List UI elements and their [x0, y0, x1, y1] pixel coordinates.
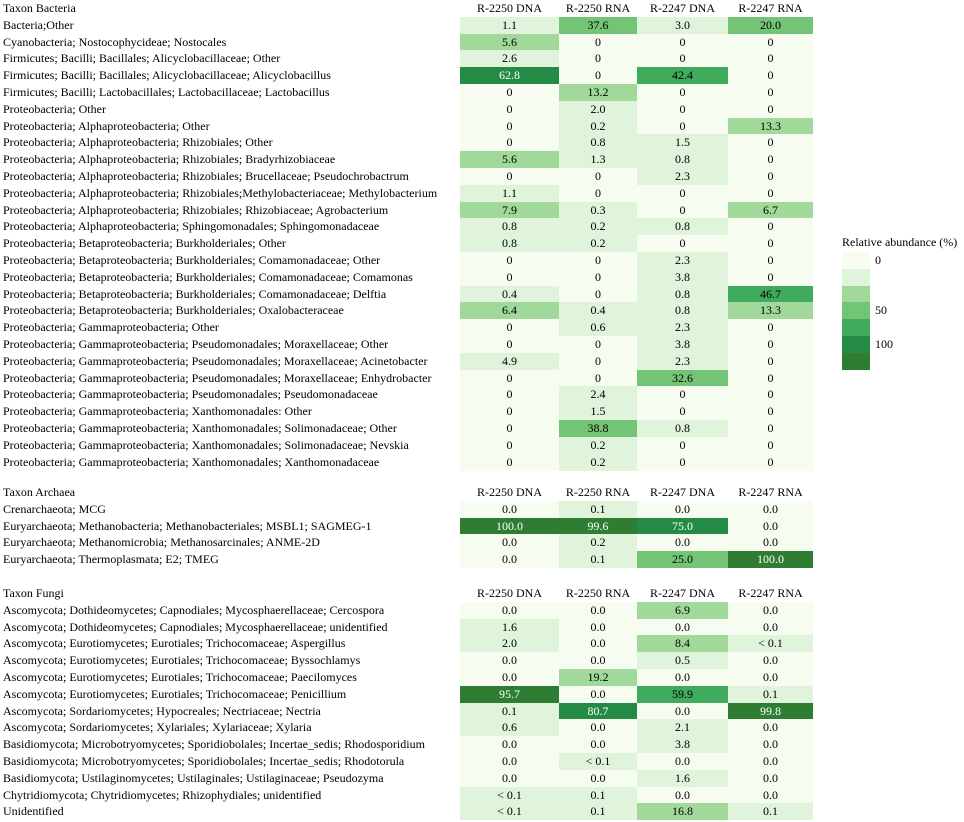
heatmap-cell: 1.5 [559, 403, 637, 420]
taxon-label: Proteobacteria; Alphaproteobacteria; Rhizobiales;Methylobacteriaceae; Methylobacterium [3, 185, 438, 200]
heatmap-cell: 0.6 [460, 719, 559, 736]
heatmap-cell: 0.8 [637, 218, 728, 235]
heatmap-cell: 0 [559, 370, 637, 387]
heatmap-cell: 7.9 [460, 202, 559, 219]
column-header: R-2250 RNA [565, 485, 631, 499]
heatmap-cell: 0 [728, 252, 813, 269]
taxon-label: Basidiomycota; Microbotryomycetes; Sporidiobolales; Incertae_sedis; Rhodotorula [3, 754, 405, 768]
heatmap-cell: 4.9 [460, 353, 559, 370]
heatmap-cell: 0 [460, 319, 559, 336]
heatmap-cell: 100.0 [460, 518, 559, 535]
taxon-label: Ascomycota; Eurotiomycetes; Eurotiales; Trichocomaceae; Paecilomyces [3, 670, 357, 684]
heatmap-cell: 0 [728, 370, 813, 387]
section-title: Taxon Fungi [3, 586, 64, 600]
section-title: Taxon Archaea [3, 485, 76, 499]
heatmap-cell: 0.4 [559, 302, 637, 319]
heatmap-cell: 0.0 [559, 736, 637, 753]
heatmap-cell: 0.0 [637, 669, 728, 686]
heatmap-cell: 0.1 [559, 803, 637, 820]
taxon-label: Chytridiomycota; Chytridiomycetes; Rhizophydiales; unidentified [3, 787, 322, 802]
taxon-label: Proteobacteria; Alphaproteobacteria; Rhizobiales; Other [3, 135, 273, 150]
heatmap-cell: 0 [559, 252, 637, 269]
taxon-label: Euryarchaeota; Methanobacteria; Methanobacteriales; MSBL1; SAGMEG-1 [3, 518, 372, 533]
heatmap-cell: 0.6 [559, 319, 637, 336]
heatmap-cell: 42.4 [637, 67, 728, 84]
heatmap-cell: 0 [728, 269, 813, 286]
heatmap-cell: 0 [728, 34, 813, 51]
heatmap-cell: 0 [728, 235, 813, 252]
heatmap-cell: 0 [728, 386, 813, 403]
heatmap-cell: 0 [728, 101, 813, 118]
heatmap-cell: 0 [728, 403, 813, 420]
heatmap-cell: 0 [637, 118, 728, 135]
heatmap-cell: 0 [460, 168, 559, 185]
heatmap-cell: < 0.1 [559, 753, 637, 770]
taxon-label: Proteobacteria; Gammaproteobacteria; Xanthomonadales; Xanthomonadaceae [3, 454, 380, 469]
legend-swatch [842, 286, 870, 303]
heatmap-cell: 0.0 [637, 619, 728, 636]
heatmap-cell: 3.0 [637, 17, 728, 34]
heatmap-cell: 0.1 [559, 501, 637, 518]
heatmap-cell: 0 [637, 84, 728, 101]
column-header: R-2247 DNA [650, 586, 715, 600]
taxon-label: Proteobacteria; Betaproteobacteria; Burkholderiales; Comamonadaceae; Delftia [3, 286, 387, 301]
heatmap-cell: 0.8 [637, 302, 728, 319]
heatmap-cell: 0 [460, 252, 559, 269]
heatmap-cell: 0.0 [728, 669, 813, 686]
heatmap-cell: 13.3 [728, 118, 813, 135]
heatmap-cell: 0.0 [460, 669, 559, 686]
heatmap-cell: 1.1 [460, 17, 559, 34]
heatmap-cell: 0 [559, 353, 637, 370]
heatmap-cell: 0.1 [559, 551, 637, 568]
heatmap-cell: 95.7 [460, 686, 559, 703]
heatmap-cell: 0 [460, 437, 559, 454]
heatmap-cell: 0 [728, 185, 813, 202]
heatmap-cell: 0.0 [637, 534, 728, 551]
heatmap-cell: 0 [460, 134, 559, 151]
taxon-label: Unidentified [3, 804, 64, 819]
heatmap-cell: 0 [460, 370, 559, 387]
taxon-label: Ascomycota; Sordariomycetes; Hypocreales; Nectriaceae; Nectria [3, 703, 321, 718]
heatmap-cell: 0 [637, 50, 728, 67]
taxon-label: Euryarchaeota; Thermoplasmata; E2; TMEG [3, 552, 219, 567]
heatmap-cell: 0.0 [637, 787, 728, 804]
legend-tick: 100 [875, 337, 893, 351]
taxon-label: Proteobacteria; Gammaproteobacteria; Pseudomonadales; Moraxellaceae; Acinetobacter [3, 353, 428, 368]
heatmap-cell: 0.0 [728, 602, 813, 619]
heatmap-cell: 0.0 [728, 753, 813, 770]
heatmap-cell: 0 [637, 34, 728, 51]
heatmap-cell: 0 [460, 118, 559, 135]
heatmap-cell: 0 [637, 386, 728, 403]
heatmap-cell: 0.8 [559, 134, 637, 151]
heatmap-cell: 2.3 [637, 168, 728, 185]
heatmap-cell: 0.1 [728, 686, 813, 703]
taxon-label: Firmicutes; Bacilli; Bacillales; Alicyclobacillaceae; Other [3, 51, 281, 66]
heatmap-cell: 0.0 [559, 770, 637, 787]
heatmap-cell: 2.4 [559, 386, 637, 403]
heatmap-cell: 0 [460, 84, 559, 101]
taxon-label: Proteobacteria; Gammaproteobacteria; Pseudomonadales; Moraxellaceae; Enhydrobacter [3, 370, 432, 385]
heatmap-cell: 0.0 [559, 652, 637, 669]
heatmap-cell: 0.0 [728, 501, 813, 518]
heatmap-cell: 59.9 [637, 686, 728, 703]
heatmap-cell: 0 [460, 420, 559, 437]
heatmap-cell: 0.0 [637, 501, 728, 518]
heatmap-cell: 0.0 [637, 753, 728, 770]
heatmap-cell: 0 [728, 420, 813, 437]
heatmap-cell: 0.8 [637, 420, 728, 437]
taxon-label: Ascomycota; Eurotiomycetes; Eurotiales; Trichocomaceae; Byssochlamys [3, 653, 361, 668]
heatmap-cell: 62.8 [460, 67, 559, 84]
taxon-label: Proteobacteria; Betaproteobacteria; Burkholderiales; Oxalobacteraceae [3, 303, 344, 318]
taxon-label: Bacteria;Other [3, 17, 74, 32]
heatmap-cell: 32.6 [637, 370, 728, 387]
legend-swatch [842, 336, 870, 353]
heatmap-cell: 0.2 [559, 118, 637, 135]
heatmap-cell: < 0.1 [460, 787, 559, 804]
taxon-label: Proteobacteria; Gammaproteobacteria; Other [3, 320, 219, 335]
heatmap-cell: 13.2 [559, 84, 637, 101]
taxon-label: Proteobacteria; Gammaproteobacteria; Xanthomonadales: Other [3, 404, 312, 419]
heatmap-cell: 2.0 [559, 101, 637, 118]
heatmap-cell: 0.0 [559, 602, 637, 619]
taxon-label: Ascomycota; Eurotiomycetes; Eurotiales; Trichocomaceae; Penicillium [3, 686, 347, 701]
taxon-label: Ascomycota; Sordariomycetes; Xylariales; Xylariaceae; Xylaria [3, 720, 312, 735]
taxon-label: Proteobacteria; Gammaproteobacteria; Xanthomonadales; Solimonadaceae; Nevskia [3, 437, 409, 452]
heatmap-cell: 0.8 [637, 286, 728, 303]
heatmap-cell: 0 [460, 269, 559, 286]
legend-swatch [842, 319, 870, 336]
heatmap-cell: 0.0 [460, 770, 559, 787]
heatmap-cell: 0 [637, 454, 728, 471]
heatmap-cell: < 0.1 [728, 635, 813, 652]
heatmap-cell: 6.9 [637, 602, 728, 619]
heatmap-cell: 80.7 [559, 703, 637, 720]
heatmap-cell: 0.0 [460, 736, 559, 753]
heatmap-cell: 0 [728, 134, 813, 151]
heatmap-cell: 0 [728, 84, 813, 101]
heatmap-cell: 0 [728, 50, 813, 67]
heatmap-cell: 0.1 [728, 803, 813, 820]
heatmap-cell: 75.0 [637, 518, 728, 535]
legend-swatch [842, 353, 870, 370]
heatmap-cell: 2.3 [637, 319, 728, 336]
column-header: R-2247 RNA [738, 485, 803, 499]
heatmap-cell: 0.0 [728, 787, 813, 804]
heatmap-cell: 1.6 [637, 770, 728, 787]
column-header: R-2247 DNA [650, 485, 715, 499]
heatmap-cell: 0.8 [460, 235, 559, 252]
column-header: R-2250 DNA [477, 1, 542, 15]
heatmap-cell: 0.2 [559, 235, 637, 252]
heatmap-cell: < 0.1 [460, 803, 559, 820]
heatmap-cell: 0.0 [728, 652, 813, 669]
heatmap-cell: 0 [460, 386, 559, 403]
taxon-label: Proteobacteria; Betaproteobacteria; Burkholderiales; Comamonadaceae; Other [3, 253, 381, 267]
heatmap-cell: 0.0 [728, 719, 813, 736]
heatmap-cell: 2.6 [460, 50, 559, 67]
heatmap-cell: 0 [559, 269, 637, 286]
heatmap-cell: 0.2 [559, 454, 637, 471]
heatmap-cell: 16.8 [637, 803, 728, 820]
heatmap-cell: 0.0 [460, 501, 559, 518]
heatmap-cell: 5.6 [460, 34, 559, 51]
heatmap-cell: 19.2 [559, 669, 637, 686]
heatmap-cell: 0 [559, 168, 637, 185]
heatmap-cell: 0 [559, 67, 637, 84]
heatmap-cell: 0 [728, 319, 813, 336]
heatmap-cell: 6.4 [460, 302, 559, 319]
heatmap-cell: 2.3 [637, 252, 728, 269]
heatmap-cell: 0.0 [728, 770, 813, 787]
heatmap-cell: 0 [559, 336, 637, 353]
heatmap-cell: 3.8 [637, 269, 728, 286]
heatmap-cell: 99.8 [728, 703, 813, 720]
section-title: Taxon Bacteria [3, 1, 76, 15]
heatmap-cell: 0 [728, 151, 813, 168]
heatmap-cell: 0.0 [559, 635, 637, 652]
heatmap-cell: 0.1 [460, 703, 559, 720]
legend-swatch [842, 269, 870, 286]
heatmap-cell: 0.0 [460, 602, 559, 619]
heatmap-cell: 0 [559, 34, 637, 51]
heatmap-cell: 0.0 [559, 686, 637, 703]
taxon-label: Proteobacteria; Gammaproteobacteria; Pseudomonadales; Moraxellaceae; Other [3, 337, 389, 351]
heatmap-cell: 1.1 [460, 185, 559, 202]
heatmap-cell: 0.8 [460, 218, 559, 235]
heatmap-cell: 0 [637, 101, 728, 118]
heatmap-cell: 0 [460, 403, 559, 420]
taxon-label: Ascomycota; Dothideomycetes; Capnodiales; Mycosphaerellaceae; unidentified [3, 619, 388, 634]
heatmap-cell: 0 [559, 50, 637, 67]
taxon-label: Proteobacteria; Gammaproteobacteria; Pseudomonadales; Pseudomonadaceae [3, 387, 378, 402]
legend-swatch [842, 302, 870, 319]
taxon-label: Basidiomycota; Microbotryomycetes; Sporidiobolales; Incertae_sedis; Rhodosporidium [3, 737, 425, 752]
heatmap-cell: 0 [637, 185, 728, 202]
heatmap-cell: 13.3 [728, 302, 813, 319]
heatmap-cell: 0 [728, 353, 813, 370]
heatmap-cell: 0 [460, 101, 559, 118]
heatmap-cell: 100.0 [728, 551, 813, 568]
heatmap-cell: 38.8 [559, 420, 637, 437]
heatmap-cell: 0.8 [637, 151, 728, 168]
column-header: R-2247 RNA [738, 1, 803, 15]
taxon-label: Basidiomycota; Ustilaginomycetes; Ustilaginales; Ustilaginaceae; Pseudozyma [3, 770, 384, 785]
legend-tick: 0 [875, 253, 881, 267]
heatmap-cell: 0 [460, 336, 559, 353]
taxon-label: Firmicutes; Bacilli; Lactobacillales; Lactobacillaceae; Lactobacillus [3, 85, 330, 99]
heatmap-cell: 0.0 [637, 703, 728, 720]
taxon-label: Proteobacteria; Alphaproteobacteria; Sphingomonadales; Sphingomonadaceae [3, 219, 380, 234]
heatmap-cell: 0.0 [460, 534, 559, 551]
column-header: R-2250 RNA [565, 1, 631, 15]
legend-swatch [842, 252, 870, 269]
taxon-label: Ascomycota; Dothideomycetes; Capnodiales; Mycosphaerellaceae; Cercospora [3, 602, 385, 617]
heatmap-cell: 0.0 [559, 719, 637, 736]
taxon-label: Cyanobacteria; Nostocophycideae; Nostocales [3, 34, 227, 49]
taxon-label: Euryarchaeota; Methanomicrobia; Methanosarcinales; ANME-2D [3, 535, 320, 550]
taxon-label: Proteobacteria; Alphaproteobacteria; Rhizobiales; Bradyrhizobiaceae [3, 152, 336, 167]
column-header: R-2247 DNA [650, 1, 715, 15]
heatmap-cell: 0.0 [728, 736, 813, 753]
heatmap-cell: 0.2 [559, 218, 637, 235]
heatmap-cell: 0.0 [728, 518, 813, 535]
column-header: R-2250 DNA [477, 586, 542, 600]
taxon-label: Proteobacteria; Betaproteobacteria; Burkholderiales; Comamonadaceae; Comamonas [3, 269, 413, 284]
heatmap-cell: 0.2 [559, 534, 637, 551]
heatmap-cell: 0.0 [559, 619, 637, 636]
heatmap-cell: 46.7 [728, 286, 813, 303]
heatmap-cell: 0.2 [559, 437, 637, 454]
heatmap-cell: 25.0 [637, 551, 728, 568]
heatmap-cell: 0 [559, 286, 637, 303]
heatmap-cell: 1.3 [559, 151, 637, 168]
heatmap-cell: 0.0 [460, 753, 559, 770]
heatmap-cell: 0 [728, 168, 813, 185]
heatmap-cell: 20.0 [728, 17, 813, 34]
heatmap-cell: 0.4 [460, 286, 559, 303]
heatmap-cell: 3.8 [637, 736, 728, 753]
taxon-label: Crenarchaeota; MCG [3, 501, 106, 516]
taxon-label: Proteobacteria; Alphaproteobacteria; Other [3, 118, 210, 133]
column-header: R-2250 RNA [565, 586, 631, 600]
taxon-label: Proteobacteria; Gammaproteobacteria; Xanthomonadales; Solimonadaceae; Other [3, 421, 397, 435]
legend-tick: 50 [875, 303, 887, 318]
heatmap-cell: 8.4 [637, 635, 728, 652]
heatmap-cell: 0 [637, 202, 728, 219]
taxon-label: Ascomycota; Eurotiomycetes; Eurotiales; Trichocomaceae; Aspergillus [3, 636, 346, 651]
heatmap-cell: 2.1 [637, 719, 728, 736]
heatmap-cell: 99.6 [559, 518, 637, 535]
taxon-label: Proteobacteria; Alphaproteobacteria; Rhizobiales; Rhizobiaceae; Agrobacterium [3, 202, 389, 217]
heatmap-cell: 0 [728, 437, 813, 454]
heatmap-cell: 0.0 [460, 551, 559, 568]
taxon-label: Proteobacteria; Alphaproteobacteria; Rhizobiales; Brucellaceae; Pseudochrobactrum [3, 169, 409, 183]
heatmap-cell: 0.0 [728, 534, 813, 551]
heatmap-cell: 0 [728, 336, 813, 353]
heatmap-cell: 0 [728, 67, 813, 84]
heatmap-cell: 0.5 [637, 652, 728, 669]
column-header: R-2247 RNA [738, 586, 803, 600]
heatmap-cell: 6.7 [728, 202, 813, 219]
taxon-label: Proteobacteria; Other [3, 101, 106, 116]
heatmap-cell: 3.8 [637, 336, 728, 353]
heatmap-cell: 0 [559, 185, 637, 202]
heatmap-cell: 37.6 [559, 17, 637, 34]
heatmap-cell: 2.0 [460, 635, 559, 652]
heatmap-cell: 0 [637, 437, 728, 454]
heatmap-cell: 0 [637, 235, 728, 252]
heatmap-cell: 1.6 [460, 619, 559, 636]
legend-title: Relative abundance (%) [842, 235, 958, 249]
heatmap-cell: 0.3 [559, 202, 637, 219]
taxon-label: Firmicutes; Bacilli; Bacillales; Alicyclobacillaceae; Alicyclobacillus [3, 68, 331, 83]
heatmap-cell: 2.3 [637, 353, 728, 370]
heatmap-cell: 0.1 [559, 787, 637, 804]
heatmap-cell: 0 [460, 454, 559, 471]
heatmap-cell: 0 [728, 218, 813, 235]
heatmap-cell: 0.0 [728, 619, 813, 636]
heatmap-cell: 1.5 [637, 134, 728, 151]
heatmap-cell: 5.6 [460, 151, 559, 168]
column-header: R-2250 DNA [477, 485, 542, 499]
heatmap-cell: 0 [637, 403, 728, 420]
heatmap-cell: 0.0 [460, 652, 559, 669]
taxon-label: Proteobacteria; Betaproteobacteria; Burkholderiales; Other [3, 236, 286, 251]
heatmap-cell: 0 [728, 454, 813, 471]
